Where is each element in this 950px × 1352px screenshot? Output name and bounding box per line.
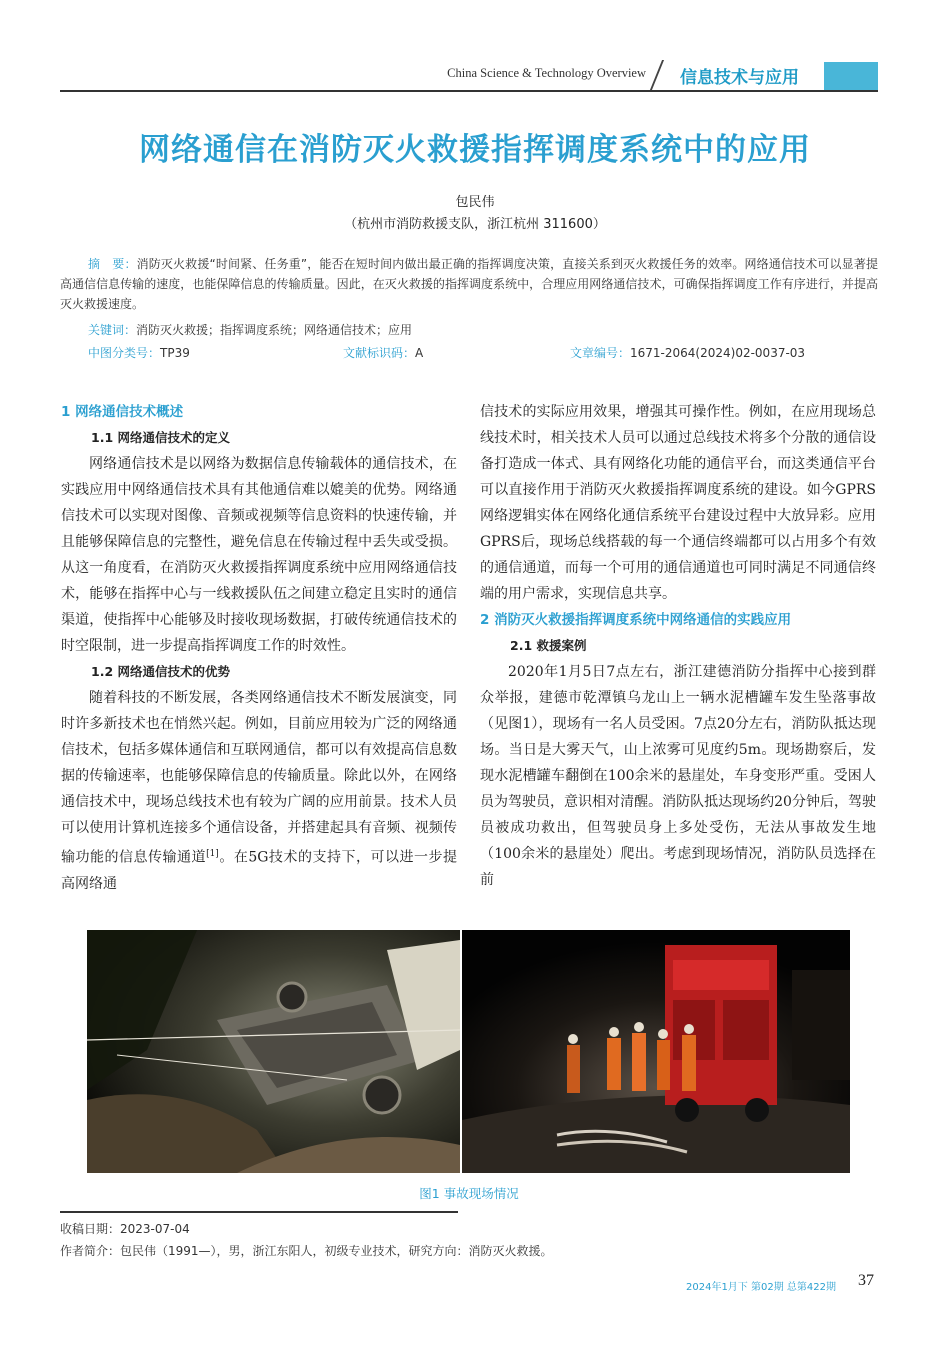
overturned-truck-photo — [87, 930, 460, 1173]
abstract — [60, 254, 878, 314]
article-number — [570, 344, 805, 361]
clc-label: 中图分类号： — [88, 346, 161, 360]
section-heading-2: 2 消防灭火救援指挥调度系统中网络通信的实践应用 — [480, 612, 792, 628]
section-name: 信息技术与应用 — [680, 68, 799, 88]
keywords-text: 消防灭火救援；指挥调度系统；网络通信技术；应用 — [136, 323, 413, 337]
subsection-heading-2-1: 2.1 救援案例 — [510, 638, 587, 653]
header-color-block — [824, 62, 878, 90]
paragraph-continued: 信技术的实际应用效果，增强其可操作性。例如，在应用现场总线技术时，相关技术人员可以通过总线技术将多个分散的通信设备打造成一体式、具有网络化功能的通信平台，而这类通信平台可以直接作用于消防灭火救援指挥调度系统的建设。如今GPRS网络逻辑实体在网络化通信系统平台建设过程中大放异彩。应用GPRS后，现场总线搭载的每一个通信终端都可以占用多个有效的通信通道，而每一个可用的通信通道也可同时满足不同通信终端的用户需求，实现信息共享。 — [480, 404, 876, 602]
abstract-label: 摘 要： — [88, 257, 137, 271]
header-slash-divider — [650, 60, 664, 90]
section-heading-1: 1 网络通信技术概述 — [61, 404, 184, 420]
paragraph-advantages-text: 随着科技的不断发展，各类网络通信技术不断发展演变，同时许多新技术也在悄然兴起。例如，目前应用较为广泛的网络通信技术，包括多媒体通信和互联网通信，都可以有效提高信息数据的传输速率，也能够保障信息的传输质量。除此以外，在网络通信技术中，现场总线技术也有较为广阔的应用前景。技术人员可以使用计算机连接多个通信设备，并搭建起具有音频、视频传输功能的信息传输通道 — [61, 690, 457, 866]
keywords-label: 关键词： — [88, 323, 137, 337]
doc-label: 文献标识码： — [343, 346, 416, 360]
paragraph-rescue-case: 2020年1月5日7点左右，浙江建德消防分指挥中心接到群众举报，建德市乾潭镇乌龙山上一辆水泥槽罐车发生坠落事故（见图1），现场有一名人员受困。7点20分左右，消防队抵达现场。当日是大雾天气，山上浓雾可见度约5m。现场勘察后，发现水泥槽罐车翻倒在100余米的悬崖处，车身变形严重。受困人员为驾驶员，意识相对清醒。消防队抵达现场约20分钟后，驾驶员被成功救出，但驾驶员身上多处受伤，无法从事故发生地（100余米的悬崖处）爬出。考虑到现场情况，消防队员选择在前 — [480, 664, 876, 888]
subsection-heading-1-1: 1.1 网络通信技术的定义 — [91, 430, 230, 445]
article-value: 1671-2064(2024)02-0037-03 — [630, 346, 806, 360]
footnote-rule — [60, 1211, 458, 1213]
figure-caption: 图1 事故现场情况 — [419, 1186, 519, 1201]
received-date: 收稿日期：2023-07-04 — [60, 1222, 190, 1236]
left-column — [61, 399, 457, 897]
right-column — [480, 399, 876, 893]
accident-photos — [87, 930, 850, 1173]
subsection-heading-1-2: 1.2 网络通信技术的优势 — [91, 664, 230, 679]
clc-number — [88, 344, 190, 361]
reference-mark: [1] — [206, 849, 219, 859]
paper-title: 网络通信在消防灭火救援指挥调度系统中的应用 — [139, 132, 811, 168]
abstract-text: 消防灭火救援“时间紧、任务重”，能否在短时间内做出最正确的指挥调度决策，直接关系到灭火救援任务的效率。网络通信技术可以显著提高通信信息传输的速度，也能保障信息的传输质量。因此，在灭火救援的指挥调度系统中，合理应用网络通信技术，可确保指挥调度工作有序进行，并提高灭火救援速度。 — [60, 257, 878, 311]
author-name: 包民伟 — [455, 195, 495, 210]
document-code — [343, 344, 423, 361]
page-number: 37 — [858, 1272, 874, 1289]
paragraph-advantages — [61, 685, 457, 897]
keywords — [88, 321, 412, 338]
accident-scene-figure — [87, 930, 850, 1173]
doc-value: A — [415, 346, 424, 360]
issue-info: 2024年1月下 第02期 总第422期 — [686, 1282, 836, 1293]
journal-name: China Science & Technology Overview — [447, 66, 646, 80]
rescue-team-photo — [462, 930, 850, 1173]
paragraph-definition: 网络通信技术是以网络为数据信息传输载体的通信技术，在实践应用中网络通信技术具有其他通信难以媲美的优势。网络通信技术可以实现对图像、音频或视频等信息资料的快速传输，并且能够保障信息的完整性，避免信息在传输过程中丢失或受损。从这一角度看，在消防灭火救援指挥调度系统中应用网络通信技术，能够在指挥中心与一线救援队伍之间建立稳定且实时的通信渠道，使指挥中心能够及时接收现场数据，打破传统通信技术的时空限制，进一步提高指挥调度工作的时效性。 — [61, 456, 457, 654]
paragraph-advantages-tail: 。在5G技术的支持下，可以进一步提高网络通 — [61, 849, 457, 892]
article-label: 文章编号： — [570, 346, 631, 360]
clc-value: TP39 — [160, 346, 190, 360]
author-affiliation: （杭州市消防救援支队，浙江杭州 311600） — [344, 217, 606, 232]
header-rule — [60, 90, 878, 92]
author-bio: 作者简介：包民伟（1991—），男，浙江东阳人，初级专业技术，研究方向：消防灭火救援。 — [60, 1244, 553, 1258]
